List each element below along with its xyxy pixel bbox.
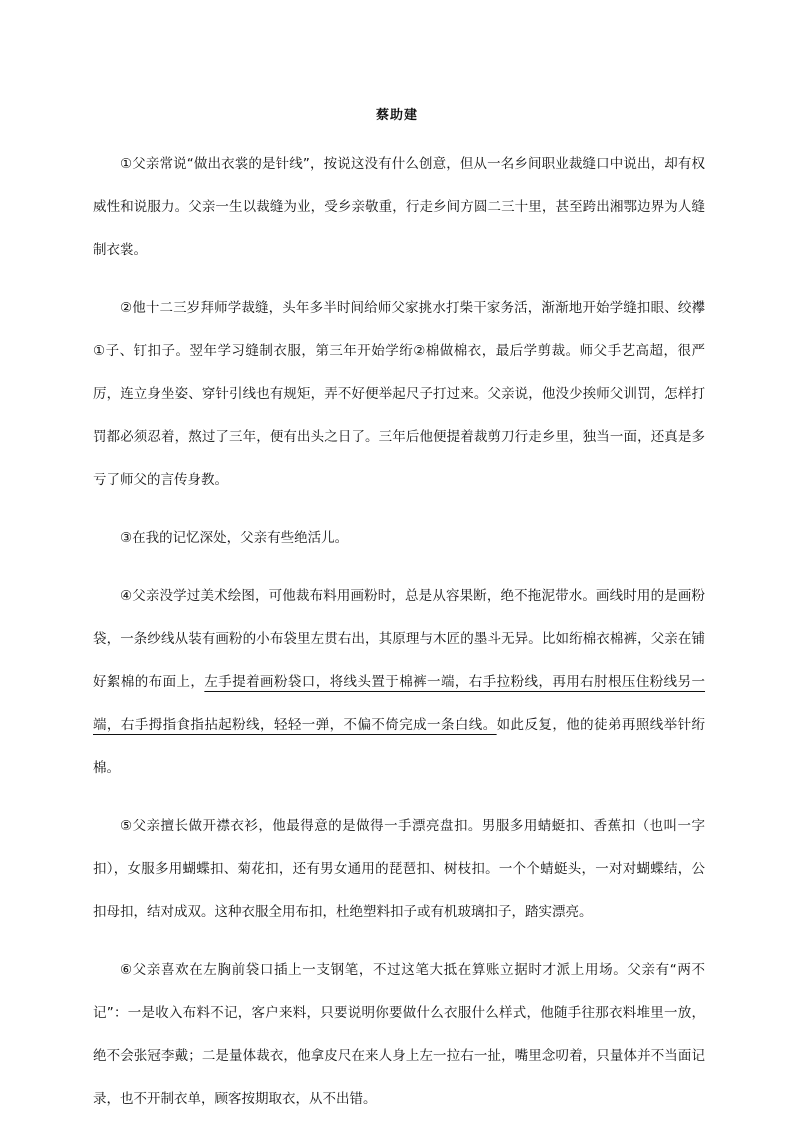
- paragraph-4: [93, 575, 705, 790]
- paragraph-6: ⑥父亲喜欢在左胸前袋口插上一支钢笔，不过这笔大抵在算账立据时才派上用场。父亲有“两不记”：一是收入布料不记，客户来料，只要说明你要做什么衣服什么样式，他随手往那衣料堆里一放，绝不会张冠李戴；二是量体裁衣，他拿皮尺在来人身上左一拉右一扯，嘴里念叨着，只量体并不当面记录，也不开制衣单，顾客按期取衣，从不出错。: [93, 962, 705, 1107]
- paragraph-4-underlined: 左手提着画粉袋口，将线头置于棉裤一端，右手拉粉线，再用右肘根压住粉线另一端，右手拇指食指拈起粉线，轻轻一弹，不偏不倚完成一条白线。: [93, 674, 706, 733]
- paragraph-4-after: 如此反复，他的徒弟再照线举针绗棉。: [93, 717, 706, 776]
- paragraph-4-before: ④父亲没学过美术绘图，可他裁布料用画粉时，总是从容果断，绝不拖泥带水。画线时用的是画粉袋，一条纱线从装有画粉的小布袋里左贯右出，其原理与木匠的墨斗无异。比如绗棉衣棉裤，父亲在铺好絮棉的布面上，: [93, 588, 705, 690]
- article-title: 蔡助建: [375, 108, 418, 123]
- article-body: [93, 143, 705, 1136]
- paragraph-3: ③在我的记忆深处，父亲有些绝活儿。: [120, 530, 349, 546]
- paragraph-2: ②他十二三岁拜师学裁缝，头年多半时间给师父家挑水打柴干家务活，渐渐地开始学缝扣眼、绞襻①子、钉扣子。翌年学习缝制衣服，第三年开始学绗②棉做棉衣，最后学剪裁。师父手艺高超，很严厉，连立身坐姿、穿针引线也有规矩，弄不好便举起尺子打过来。父亲说，他没少挨师父训罚，怎样打罚都必须忍着，熬过了三年，便有出头之日了。三年后他便提着裁剪刀行走乡里，独当一面，还真是多亏了师父的言传身教。: [93, 300, 705, 488]
- paragraph-1: ①父亲常说“做出衣裳的是针线”，按说这没有什么创意，但从一名乡间职业裁缝口中说出，却有权威性和说服力。父亲一生以裁缝为业，受乡亲敬重，行走乡间方圆二三十里，甚至跨出湘鄂边界为人缝制衣裳。: [93, 156, 705, 258]
- paragraph-5: ⑤父亲擅长做开襟衣衫，他最得意的是做得一手漂亮盘扣。男服多用蜻蜓扣、香蕉扣（也叫一字扣），女服多用蝴蝶扣、菊花扣，还有男女通用的琵琶扣、树枝扣。一个个蜻蜓头，一对对蝴蝶结，公扣母扣，结对成双。这种衣服全用布扣，杜绝塑料扣子或有机玻璃扣子，踏实漂亮。: [93, 818, 705, 920]
